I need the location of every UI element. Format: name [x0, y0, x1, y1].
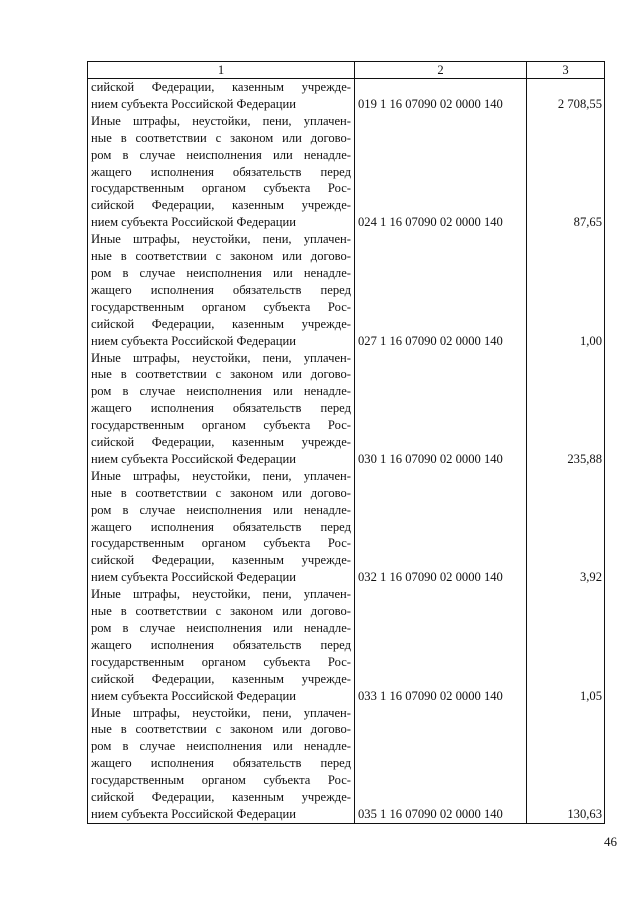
description-line: ром в случае неисполнения или ненадле- [91, 147, 351, 162]
description-line: жащего исполнения обязательств перед [91, 401, 351, 416]
description-line: сийской Федерации, казенным учрежде- [91, 671, 351, 686]
description-line: Иные штрафы, неустойки, пени, уплачен- [91, 587, 351, 602]
description-line: сийской Федерации, казенным учрежде- [91, 553, 351, 568]
row-code: 030 1 16 07090 02 0000 140 [355, 350, 527, 468]
description-line: государственным органом субъекта Рос- [91, 418, 351, 433]
description-line: ные в соответствии с законом или догово- [91, 367, 351, 382]
header-col-3: 3 [527, 62, 605, 79]
description-line: Иные штрафы, неустойки, пени, уплачен- [91, 468, 351, 483]
row-amount: 2 708,55 [527, 79, 605, 113]
description-line: Иные штрафы, неустойки, пени, уплачен- [91, 113, 351, 128]
description-line: сийской Федерации, казенным учрежде- [91, 80, 351, 94]
row-amount: 1,00 [527, 231, 605, 349]
description-line: государственным органом субъекта Рос- [91, 654, 351, 669]
row-amount: 1,05 [527, 586, 605, 704]
header-col-1: 1 [88, 62, 355, 79]
description-line: государственным органом субъекта Рос- [91, 536, 351, 551]
description-line: ные в соответствии с законом или догово- [91, 249, 351, 264]
description-line: сийской Федерации, казенным учрежде- [91, 435, 351, 450]
description-line: ром в случае неисполнения или ненадле- [91, 265, 351, 280]
description-line: нием субъекта Российской Федерации [91, 451, 296, 466]
row-code: 032 1 16 07090 02 0000 140 [355, 468, 527, 586]
description-line: государственным органом субъекта Рос- [91, 181, 351, 196]
description-line: жащего исполнения обязательств перед [91, 637, 351, 652]
row-description [88, 79, 355, 113]
row-description [88, 705, 355, 824]
description-line: нием субъекта Российской Федерации [91, 806, 296, 821]
header-col-2: 2 [355, 62, 527, 79]
budget-table [87, 61, 605, 824]
row-description [88, 586, 355, 704]
table-body [88, 79, 605, 824]
description-line: нием субъекта Российской Федерации [91, 215, 296, 230]
row-code: 019 1 16 07090 02 0000 140 [355, 79, 527, 113]
table-row [88, 113, 605, 231]
table-header [88, 62, 605, 79]
description-line: ром в случае неисполнения или ненадле- [91, 621, 351, 635]
table-row [88, 705, 605, 824]
description-line: ром в случае неисполнения или ненадле- [91, 739, 351, 754]
row-code: 027 1 16 07090 02 0000 140 [355, 231, 527, 349]
row-description [88, 113, 355, 231]
row-description [88, 231, 355, 349]
description-line: ром в случае неисполнения или ненадле- [91, 502, 351, 517]
description-line: ные в соответствии с законом или догово- [91, 722, 351, 737]
row-amount: 130,63 [527, 705, 605, 824]
description-line: сийской Федерации, казенным учрежде- [91, 316, 351, 331]
row-description [88, 350, 355, 468]
description-line: Иные штрафы, неустойки, пени, уплачен- [91, 705, 351, 720]
description-line: жащего исполнения обязательств перед [91, 164, 351, 179]
row-amount: 235,88 [527, 350, 605, 468]
table-row [88, 231, 605, 349]
table-row [88, 468, 605, 586]
description-line: Иные штрафы, неустойки, пени, уплачен- [91, 232, 351, 247]
page-number: 46 [604, 834, 617, 849]
description-line: Иные штрафы, неустойки, пени, уплачен- [91, 350, 351, 365]
table-row [88, 79, 605, 113]
description-line: сийской Федерации, казенным учрежде- [91, 790, 351, 805]
row-code: 024 1 16 07090 02 0000 140 [355, 113, 527, 231]
description-line: жащего исполнения обязательств перед [91, 519, 351, 534]
row-description [88, 468, 355, 586]
description-line: нием субъекта Российской Федерации [91, 96, 296, 111]
description-line: сийской Федерации, казенным учрежде- [91, 198, 351, 213]
description-line: ные в соответствии с законом или догово- [91, 130, 351, 145]
description-line: жащего исполнения обязательств перед [91, 282, 351, 297]
table-row [88, 586, 605, 704]
description-line: государственным органом субъекта Рос- [91, 299, 351, 314]
row-code: 033 1 16 07090 02 0000 140 [355, 586, 527, 704]
row-amount: 3,92 [527, 468, 605, 586]
description-line: нием субъекта Российской Федерации [91, 570, 296, 585]
table-row [88, 350, 605, 468]
description-line: ные в соответствии с законом или догово- [91, 485, 351, 500]
row-amount: 87,65 [527, 113, 605, 231]
description-line: жащего исполнения обязательств перед [91, 756, 351, 771]
header-row [88, 62, 605, 79]
description-line: ром в случае неисполнения или ненадле- [91, 384, 351, 399]
description-line: нием субъекта Российской Федерации [91, 333, 296, 348]
description-line: нием субъекта Российской Федерации [91, 688, 296, 703]
row-code: 035 1 16 07090 02 0000 140 [355, 705, 527, 824]
description-line: ные в соответствии с законом или догово- [91, 604, 351, 619]
description-line: государственным органом субъекта Рос- [91, 773, 351, 788]
